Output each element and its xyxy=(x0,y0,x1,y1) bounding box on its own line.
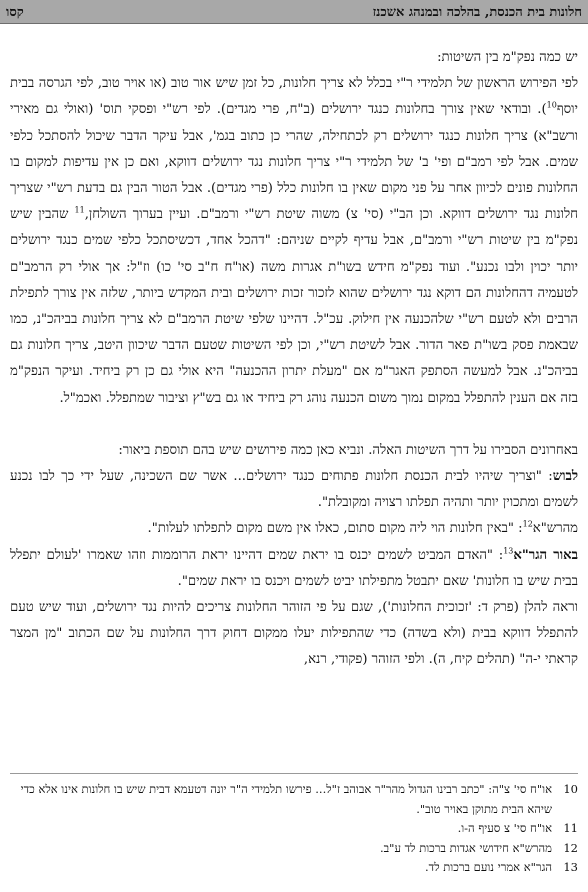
maharsha-quote: מהרש"א$^{12}$: "באין חלונות הוי ליה מקום סתום, כאלו אין משם מקום לתפלתו לעלות". xyxy=(147,520,578,537)
footnote-item: 12 מהרש"א חידושי אגדות ברכות לד ע"ב. xyxy=(379,840,578,855)
footnote-divider xyxy=(10,773,578,774)
paragraph-2: באחרונים הסבירו על דרך השיטות האלה. ונביא כאן כמה פירושים שיש בהם תוספת ביאור: xyxy=(118,442,578,458)
footnote-item: 11 או"ח סי' צ סעיף ה-ו. xyxy=(457,821,578,835)
footnotes xyxy=(10,780,578,878)
page-number: קסו xyxy=(6,4,24,20)
footnote-ref-10[interactable]: 10 xyxy=(546,101,557,111)
main-text xyxy=(10,45,578,674)
footnote-item: 10 או"ח סי' צ"ה: "כתב רבינו הגדול מהר"ר אבוהב ז"ל... פירשו תלמידי ה"ר יונה דטעמא דבית שיש בו חלונות אינו אלא כדי שיהא הבית מתוקן באויר טוב". xyxy=(20,782,578,816)
gra-quote: באור הגר"א$^{13}$: "האדם המביט לשמים יכנס בו יראת שמים דהיינו יראת הרוממות וזהו שאמרו 'לעולם יתפלל בבית שיש בו חלונות' שאם יתבטל מתפילתו יביט לשמים ויכנס בו יראת שמים". xyxy=(10,546,578,589)
header-title: חלונות בית הכנסת, בהלכה ובמנהג אשכנז xyxy=(372,4,582,20)
footnote-ref-13[interactable]: 13 xyxy=(503,546,514,556)
levush-quote: לבוש: "וצריך שיהיו לבית הכנסת חלונות פתוחים כנגד ירושלים... אשר שם השכינה, שעל ידי כך לבו נכנע לשמים ומתכוין יותר ותהיה תפלתו רצויה ומקובלת". xyxy=(10,469,578,511)
maharsha-label: מהרש"א xyxy=(532,521,578,537)
intro-line: יש כמה נפק"מ בין השיטות: xyxy=(437,50,578,65)
footnote-ref-11[interactable]: 11 xyxy=(74,205,85,215)
footnote-item: 13 הגר"א אמרי נועם ברכות לד. xyxy=(425,860,578,874)
paragraph-1: לפי הפירוש הראשון של תלמידי ר"י בכלל לא צריך חלונות, כל זמן שיש אור טוב (או אויר טוב, לפי הגרסה בבית יוסף$^{10}$). ובודאי שאין צורך בחלונות כנגד ירושלים (ב"ח, פרי מגדים). לפי רש"י ופסקי תוס' (ואולי גם מאירי ורשב"א) צריך חלונות כנגד ירושלים רק לכתחילה, שהרי כן כתוב בגמ', אבל עיקר הדבר שיכול להסתכל כלפי שמים. אבל לפי רמב"ם ופי' ב' של תלמידי ר"י צריך חלונות נגד ירושלים דווקא, ואם כן אין עדיפות למקום בו החלונות פונים לכיוון אחר על פני מקום שאין בו חלונות כלל (פרי מגדים). אבל הטור הבין גם בדעת רש"י שצריך חלונות נגד ירושלים דווקא. וכן הב"י (סי' צ) משוה שיטת רש"י ורמב"ם. ועיין בערוך השולחן,$^{11}$ שהבין שיש נפק"מ בין שיטות רש"י ורמב"ם, אבל עדיף לקיים שניהם: "דהכל אחד, דכשיסתכל כלפי שמים כנגד ירושלים יותר יכוין ולבו נכנע". ועוד נפק"מ חידש בשו"ת אגרות משה (או"ח ח"ב סי' כו) וז"ל: אך אולי רק הרמב"ם לטעמיה דהחלונות הם דוקא נגד ירושלים שהוא לזכור זכות ירושלים ובית המקדש ביותר, שלזה אין צורך לתפילת הרבים ולא לטעם רש"י שלהכנעה אין חילוק. עכ"ל. דהיינו שלפי שיטת הרמב"ם לא צריך חלונות בביהכ"נ, כמו שבאמת פסק בשו"ת פאר הדור. אבל לשיטת רש"י, וכן לפי השיטות שטעם הדבר שיכוון היטב, צריך חלונות גם בביהכ"נ. אבל למעשה הסתפק האגר"מ אם "מעלת יתרון ההכנעה" היא אולי גם כן רק ביחיד. ועיקר הנפק"מ בזה אם הענין להתפלל במקום נמוך משום הכנעה נוהג רק ביחיד או גם בש"ץ וציבור שמתפלל. ואכמ"ל. xyxy=(10,76,578,406)
gra-label: באור הגר"א xyxy=(513,547,578,563)
levush-label: לבוש xyxy=(552,469,578,485)
paragraph-3: וראה להלן (פרק ד: 'זכוכית החלונות'), שגם על פי הזוהר החלונות צריכים להיות נגד ירושלים, ועוד שיש טעם להתפלל דווקא בבית (ולא בשדה) כדי שהתפילות יעלו ממקום דחוק דרך החלונות על שם הכתוב "מן המצר קראתי י-ה" (תהלים קיח, ה). ולפי הזוהר (פקודי, רנא, xyxy=(10,600,578,668)
footnote-ref-12[interactable]: 12 xyxy=(522,520,533,530)
running-header xyxy=(0,0,588,24)
